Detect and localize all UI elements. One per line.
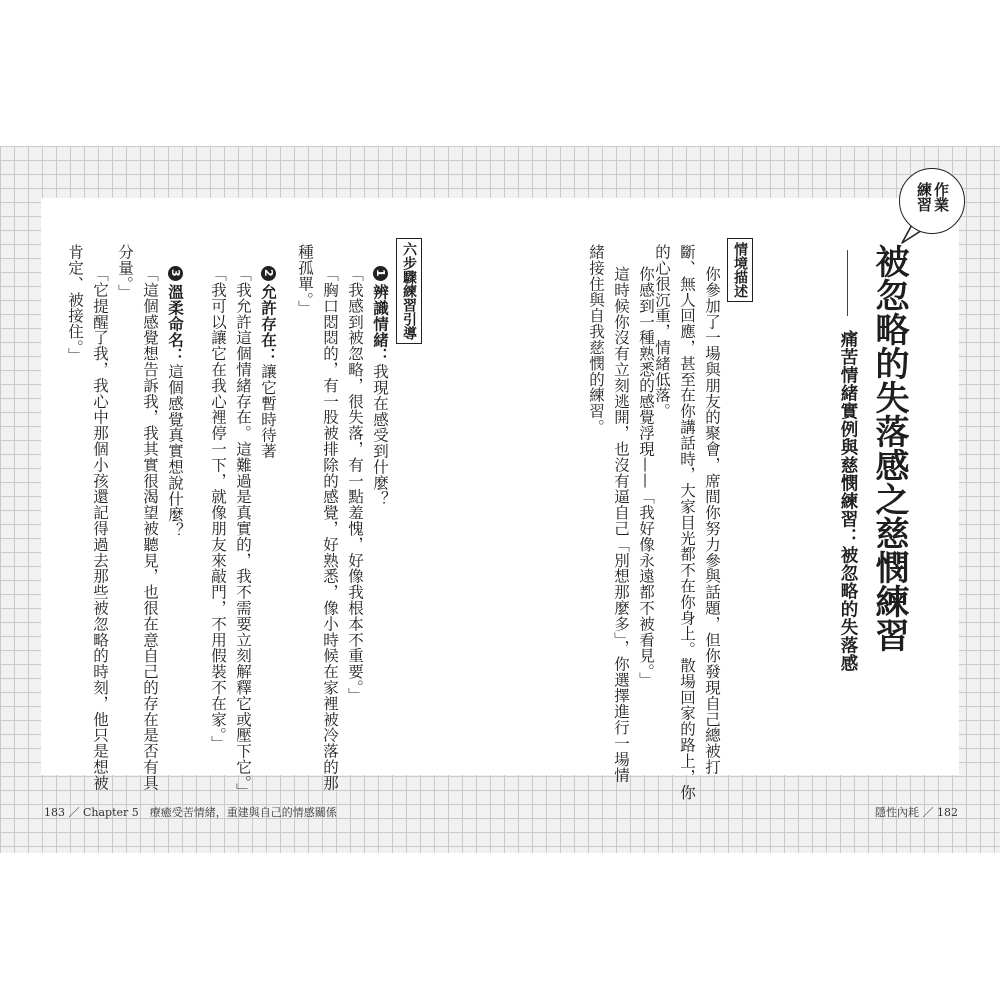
footer-left-folio: 183 ／ Chapter 5 療癒受苦情緒，重建與自己的情感關係 [44, 806, 337, 819]
scenario-line: 的心很沉重，情緒低落。 [653, 244, 671, 419]
page-subtitle: 痛苦情緒實例與慈憫練習：被忽略的失落感 [838, 330, 858, 672]
step-2-name: 允許存在： [259, 284, 277, 364]
scenario-line: 緒接住與自我慈憫的練習。 [587, 244, 605, 435]
step-1-line: 「胸口悶悶的，有一股被排除的感覺，好熟悉，像小時候在家裡被冷落的那 [321, 266, 339, 791]
exercise-tag-line-2: 練習 [915, 182, 933, 212]
step-1-number: 1 [373, 266, 388, 281]
guide-label: 六步驟練習引導 [396, 238, 422, 344]
step-3-name: 溫柔命名： [166, 284, 184, 364]
subtitle-rule [847, 250, 848, 316]
scenario-label: 情境描述 [727, 238, 753, 302]
step-1-line: 種孤單。」 [296, 244, 314, 316]
step-3-line: 肯定、被接住。」 [66, 244, 84, 364]
step-1-heading [367, 266, 392, 507]
scenario-line: 你參加了一場與朋友的聚會，席間你努力參與話題，但你發現自己總被打 [703, 266, 721, 775]
step-1-prompt: 我現在感受到什麼？ [371, 363, 389, 507]
step-1-name: 辨識情緒： [371, 284, 389, 364]
exercise-tag-line-1: 作業 [932, 182, 950, 212]
step-3-prompt: 這個感覺真實想說什麼？ [166, 363, 184, 539]
page-title: 被忽略的失落感之慈憫練習 [869, 244, 909, 652]
step-1-line: 「我感到被忽略，很失落，有一點羞愧，好像我根本不重要。」 [346, 266, 364, 704]
step-2-prompt: 讓它暫時待著 [259, 363, 277, 459]
step-3-line: 分量。」 [116, 244, 134, 300]
footer-right-folio: 隱性內耗 ／ 182 [875, 806, 958, 819]
step-2-number: 2 [261, 266, 276, 281]
step-3-line: 「這個感覺想告訴我，我其實很渴望被聽見，也很在意自己的存在是否有具 [141, 266, 159, 791]
step-2-line: 「我允許這個情緒存在。這難過是真實的，我不需要立刻解釋它或壓下它。」 [234, 266, 252, 799]
step-3-line: 「它提醒了我，我心中那個小孩還記得過去那些被忽略的時刻，他只是想被 [91, 266, 109, 791]
step-2-heading [255, 266, 280, 459]
step-2-line: 「我可以讓它在我心裡停一下，就像朋友來敲門，不用假裝不在家。」 [209, 266, 227, 752]
scenario-line: 你感到一種熟悉的感覺浮現——「我好像永遠都不被看見。」 [637, 266, 655, 688]
scenario-line: 斷、無人回應，甚至在你講話時，大家目光都不在你身上。散場回家的路上，你 [678, 244, 696, 801]
step-3-number: 3 [168, 266, 183, 281]
step-3-heading [162, 266, 187, 538]
scenario-line: 這時候你沒有立刻逃開，也沒有逼自己「別想那麼多」，你選擇進行一場情 [612, 266, 630, 783]
